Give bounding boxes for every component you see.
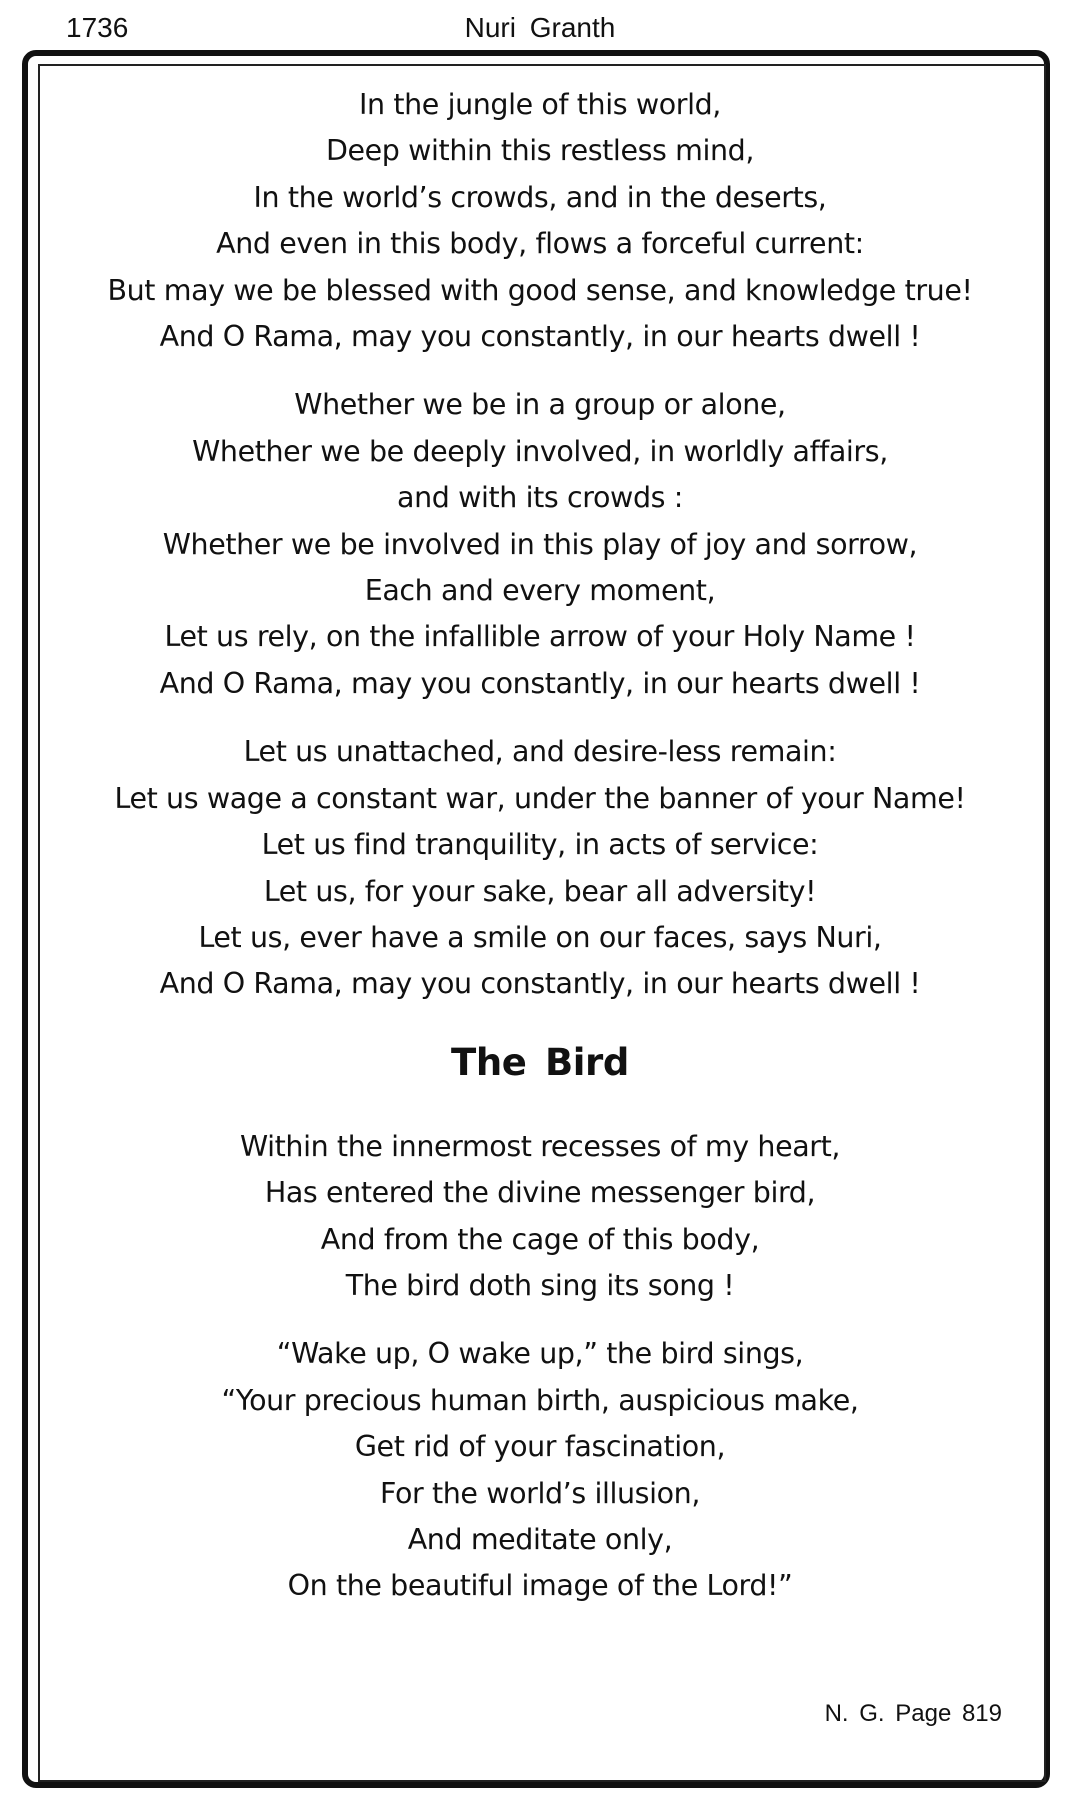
poem-line: Let us unattached, and desire-less remain: (243, 735, 837, 769)
poem-line: Get rid of your fascination, (354, 1430, 726, 1464)
poem-line: The bird doth sing its song ! (345, 1268, 735, 1302)
poem-line: “Wake up, O wake up,” the bird sings, (276, 1337, 804, 1371)
poem-line: Has entered the divine messenger bird, (264, 1176, 816, 1210)
poem-line: For the world’s illusion, (379, 1476, 700, 1510)
poem-line: Within the innermost recesses of my heart, (239, 1129, 841, 1163)
poem-line: In the world’s crowds, and in the deserts, (253, 180, 827, 214)
bird-stanza-2 (40, 1331, 1040, 1609)
poem-line: Deep within this restless mind, (325, 134, 755, 168)
poem-line: And O Rama, may you constantly, in our hearts dwell ! (159, 320, 921, 354)
page-body (40, 82, 1040, 1610)
running-title: Nuri Granth (464, 12, 616, 43)
poem-line: and with its crowds : (397, 481, 683, 515)
poem-line: Each and every moment, (364, 574, 716, 608)
poem-line: Whether we be in a group or alone, (294, 388, 786, 422)
page-reference: N. G. Page 819 (824, 1700, 1002, 1727)
page-number: 1736 (66, 12, 129, 43)
poem-line: And O Rama, may you constantly, in our hearts dwell ! (159, 967, 921, 1001)
poem-line: And meditate only, (407, 1522, 673, 1556)
page-header (0, 6, 1080, 46)
poem-line: And from the cage of this body, (320, 1222, 760, 1256)
poem-line: And even in this body, flows a forceful current: (216, 227, 864, 261)
poem-line: “Your precious human birth, auspicious make, (221, 1383, 859, 1417)
poem-line: Let us, ever have a smile on our faces, says Nuri, (198, 920, 882, 954)
poem-line: Let us wage a constant war, under the banner of your Name! (114, 781, 966, 815)
poem-line: But may we be blessed with good sense, and knowledge true! (107, 273, 973, 307)
poem-line: In the jungle of this world, (359, 88, 721, 121)
poem-line: Let us rely, on the infallible arrow of your Holy Name ! (164, 620, 916, 654)
poem-line: Let us, for your sake, bear all adversity! (263, 874, 817, 908)
poem-line: On the beautiful image of the Lord!” (287, 1569, 793, 1603)
poem-line: Let us find tranquility, in acts of service: (261, 828, 819, 862)
stanza-1 (40, 82, 1040, 360)
bird-stanza-1 (40, 1124, 1040, 1310)
stanza-2 (40, 382, 1040, 707)
section-title-the-bird: The Bird (451, 1040, 629, 1084)
poem-line: Whether we be deeply involved, in worldly affairs, (192, 434, 888, 468)
poem-line: Whether we be involved in this play of joy and sorrow, (162, 527, 918, 561)
stanza-3 (40, 729, 1040, 1007)
poem-line: And O Rama, may you constantly, in our hearts dwell ! (159, 666, 921, 700)
